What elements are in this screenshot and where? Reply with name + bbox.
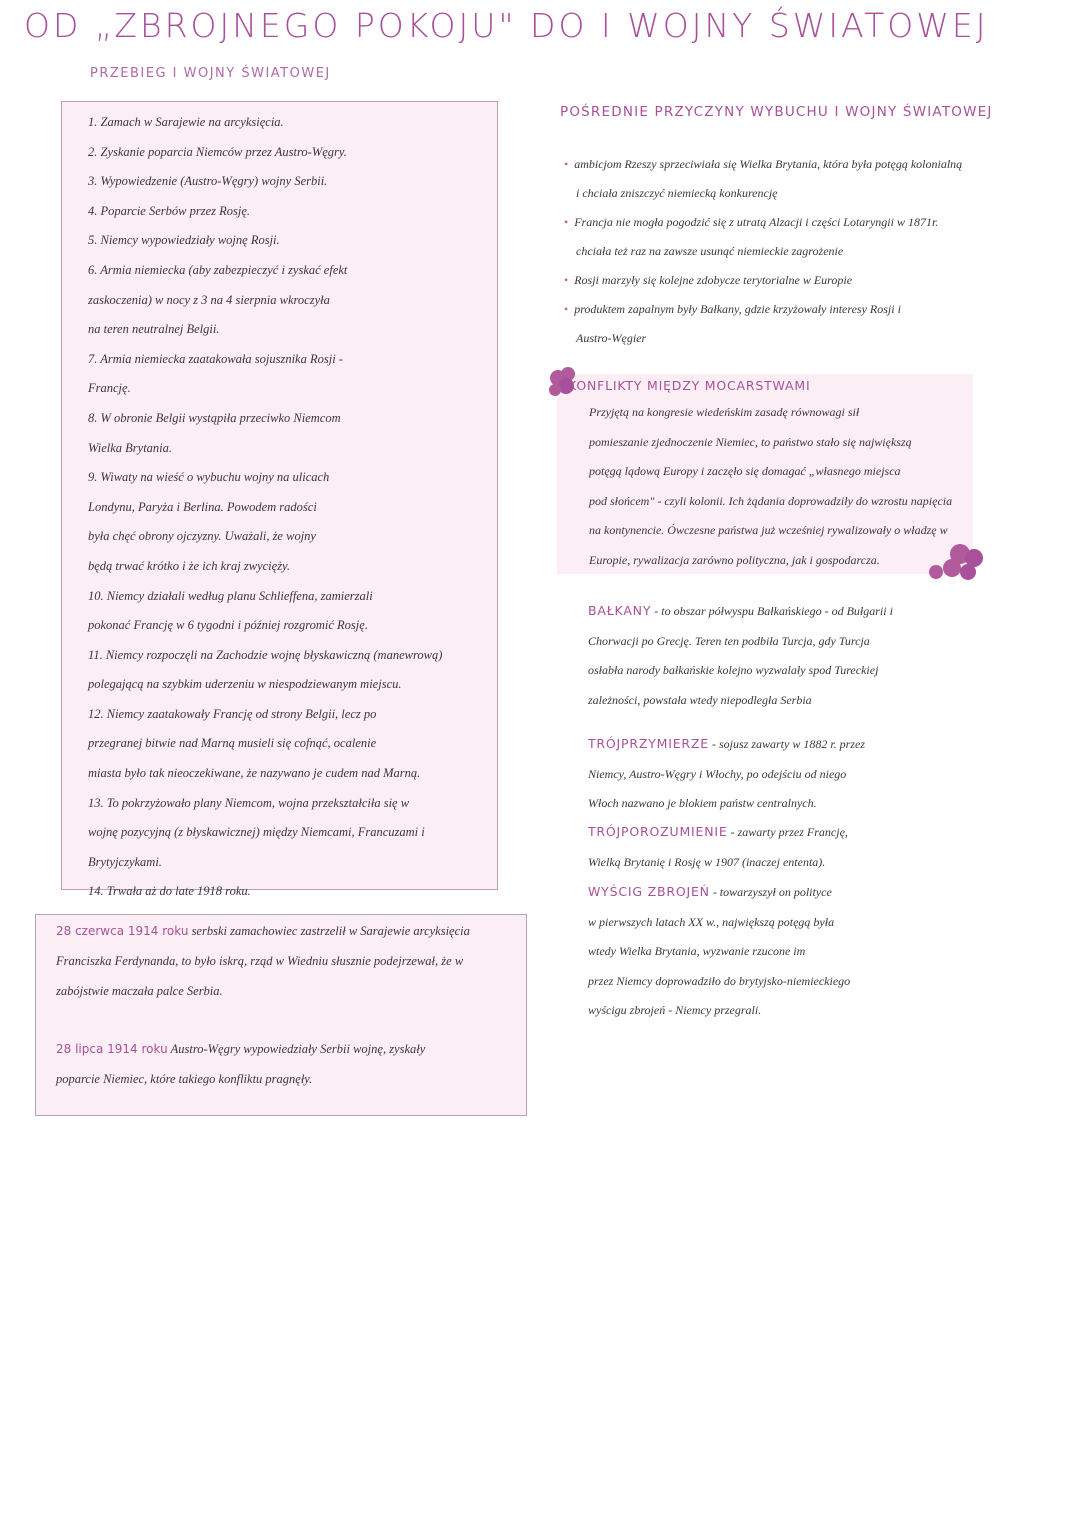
term-line: zależności, powstała wtedy niepodległa Serbia xyxy=(588,692,812,707)
term-balkany xyxy=(588,596,988,715)
conflicts-line: pod słońcem" - czyli kolonii. Ich żądania doprowadziły do wzrostu napięcia xyxy=(589,493,953,508)
cause-item xyxy=(564,324,994,353)
cause-item xyxy=(564,208,994,237)
course-step-line: 5. Niemcy wypowiedziały wojnę Rosji. xyxy=(88,233,280,248)
term-trojprzymierze xyxy=(588,729,988,819)
term-line: osłabła narody bałkańskie kolejno wyzwalały spod Tureckiej xyxy=(588,663,879,677)
term-label: TRÓJPOROZUMIENIE xyxy=(588,824,728,839)
course-step xyxy=(88,641,488,700)
term-line: przez Niemcy doprowadziło do brytyjsko-niemieckiego xyxy=(588,973,851,988)
cause-text: ambicjom Rzeszy sprzeciwiała się Wielka Brytania, która była potęgą kolonialną xyxy=(574,157,963,171)
page-title: OD „ZBROJNEGO POKOJU" DO I WOJNY ŚWIATOWEJ xyxy=(24,6,989,45)
course-step-line: 14. Trwała aż do late 1918 roku. xyxy=(88,884,251,899)
term-line: w pierwszych latach XX w., największą potęgą była xyxy=(588,914,835,929)
course-step xyxy=(88,256,488,345)
causes-heading: POŚREDNIE PRZYCZYNY WYBUCHU I WOJNY ŚWIATOWEJ xyxy=(560,104,993,120)
cause-text: chciała też raz na zawsze usunąć niemieckie zagrożenie xyxy=(576,244,844,258)
course-step-line: 6. Armia niemiecka (aby zabezpieczyć i zyskać efekt xyxy=(88,262,348,277)
bullet-icon: • xyxy=(564,157,569,171)
event-text: poparcie Niemiec, które takiego konfliktu pragnęły. xyxy=(56,1072,313,1086)
course-step-line: pokonać Francję w 6 tygodni i później rozgromić Rosję. xyxy=(88,618,368,633)
bullet-icon: • xyxy=(564,273,569,287)
course-step xyxy=(88,138,488,168)
course-step-line: 2. Zyskanie poparcia Niemców przez Austro-Węgry. xyxy=(88,144,347,159)
conflicts-line: Europie, rywalizacja zarówno polityczna, jak i gospodarcza. xyxy=(589,552,880,567)
course-step-line: Francję. xyxy=(88,381,131,396)
course-step xyxy=(88,700,488,789)
cause-text: produktem zapalnym były Bałkany, gdzie krzyżowały interesy Rosji i xyxy=(574,302,901,316)
course-step-line: 13. To pokrzyżowało plany Niemcom, wojna przekształciła się w xyxy=(88,795,410,810)
course-step xyxy=(88,197,488,227)
bullet-icon xyxy=(564,331,570,345)
event-date: 28 lipca 1914 roku xyxy=(56,1042,168,1056)
event-text: zabójstwie maczała palce Serbia. xyxy=(56,984,223,998)
event-text: Austro-Węgry wypowiedziały Serbii wojnę, zyskały xyxy=(170,1042,426,1056)
conflicts-line: pomieszanie zjednoczenie Niemiec, to państwo stało się największą xyxy=(589,434,912,449)
cause-item xyxy=(564,179,994,208)
conflicts-line: potęgą lądową Europy i zaczęło się domagać „własnego miejsca xyxy=(589,464,901,478)
cause-item xyxy=(564,295,994,324)
bullet-icon: • xyxy=(564,215,569,229)
course-step-line: 10. Niemcy działali według planu Schlieffena, zamierzali xyxy=(88,588,373,603)
course-step-line: Wielka Brytania. xyxy=(88,440,173,455)
course-step xyxy=(88,108,488,138)
term-trojporozumienie xyxy=(588,817,988,877)
term-text: - sojusz zawarty w 1882 r. przez xyxy=(708,737,866,751)
course-step-line: 8. W obronie Belgii wystąpiła przeciwko Niemcom xyxy=(88,410,341,425)
course-step-line: 4. Poparcie Serbów przez Rosję. xyxy=(88,203,251,218)
term-label: TRÓJPRZYMIERZE xyxy=(588,736,709,751)
course-step-line: 1. Zamach w Sarajewie na arcyksięcia. xyxy=(88,115,284,129)
term-line: Niemcy, Austro-Węgry i Włochy, po odejściu od niego xyxy=(588,766,847,781)
course-step-line: miasta było tak nieoczekiwane, że nazywano je cudem nad Marną. xyxy=(88,766,421,781)
cause-text: i chciała zniszczyć niemiecką konkurencję xyxy=(576,186,778,200)
term-text: - zawarty przez Francję, xyxy=(727,825,848,839)
course-step-line: 11. Niemcy rozpoczęli na Zachodzie wojnę błyskawiczną (manewrową) xyxy=(88,647,443,662)
conflicts-heading: KONFLIKTY MIĘDZY MOCARSTWAMI xyxy=(568,378,811,393)
course-step-line: przegranej bitwie nad Marną musieli się cofnąć, ocalenie xyxy=(88,736,377,751)
course-step xyxy=(88,404,488,463)
course-step-line: polegającą na szybkim uderzeniu w niespodziewanym miejscu. xyxy=(88,677,402,692)
section-subtitle: PRZEBIEG I WOJNY ŚWIATOWEJ xyxy=(90,66,331,81)
cause-item xyxy=(564,150,994,179)
course-step-line: zaskoczenia) w nocy z 3 na 4 sierpnia wkroczyła xyxy=(88,292,330,307)
course-list xyxy=(88,108,488,907)
cause-text: Rosji marzyły się kolejne zdobycze terytorialne w Europie xyxy=(574,273,853,287)
course-step-line: wojnę pozycyjną (z błyskawicznej) między Niemcami, Francuzami i Brytyjczykami. xyxy=(88,825,425,869)
course-step xyxy=(88,877,488,907)
cause-text: Austro-Węgier xyxy=(576,331,647,345)
course-step-line: 12. Niemcy zaatakowały Francję od strony Belgii, lecz po xyxy=(88,706,377,721)
course-step-line: była chęć obrony ojczyzny. Uważali, że wojny xyxy=(88,529,316,544)
bullet-icon: • xyxy=(564,302,569,316)
course-step xyxy=(88,463,488,581)
causes-list xyxy=(564,150,994,353)
course-step-line: Londynu, Paryża i Berlina. Powodem radości xyxy=(88,499,317,514)
term-text: - to obszar półwyspu Bałkańskiego - od Bułgarii i xyxy=(651,604,893,618)
bullet-icon xyxy=(564,186,570,200)
conflicts-text xyxy=(589,398,969,575)
course-step xyxy=(88,345,488,404)
term-line: Chorwacji po Grecję. Teren ten podbiła Turcja, gdy Turcja xyxy=(588,633,870,648)
conflicts-line: Przyjętą na kongresie wiedeńskim zasadę równowagi sił xyxy=(589,405,860,419)
term-line: wyścigu zbrojeń - Niemcy przegrali. xyxy=(588,1003,762,1017)
event-2 xyxy=(56,1034,496,1094)
bullet-icon xyxy=(564,244,570,258)
course-step xyxy=(88,167,488,197)
event-text: Franciszka Ferdynanda, to było iskrą, rząd w Wiedniu słusznie podejrzewał, że w xyxy=(56,954,464,968)
course-step-line: na teren neutralnej Belgii. xyxy=(88,322,220,337)
course-step-line: 9. Wiwaty na wieść o wybuchu wojny na ulicach xyxy=(88,470,330,485)
course-step xyxy=(88,226,488,256)
term-wyscig-zbrojen xyxy=(588,877,988,1026)
course-step-line: 3. Wypowiedzenie (Austro-Węgry) wojny Serbii. xyxy=(88,174,328,189)
event-1 xyxy=(56,916,496,1006)
course-step-line: 7. Armia niemiecka zaatakowała sojusznika Rosji - xyxy=(88,351,343,366)
course-step xyxy=(88,789,488,878)
term-line: Wielką Brytanię i Rosję w 1907 (inaczej ententa). xyxy=(588,854,826,869)
term-text: - towarzyszył on polityce xyxy=(709,885,832,899)
course-step xyxy=(88,582,488,641)
cause-item xyxy=(564,266,994,295)
cause-item xyxy=(564,237,994,266)
term-label: WYŚCIG ZBROJEŃ xyxy=(588,884,710,899)
event-text: serbski zamachowiec zastrzelił w Sarajewie arcyksięcia xyxy=(191,924,470,938)
conflicts-line: na kontynencie. Ówczesne państwa już wcześniej rywalizowały o władzę w xyxy=(589,523,948,537)
course-step-line: będą trwać krótko i że ich kraj zwycięży. xyxy=(88,558,291,573)
term-line: wtedy Wielka Brytania, wyzwanie rzucone im xyxy=(588,944,806,958)
event-date: 28 czerwca 1914 roku xyxy=(56,924,189,938)
term-label: BAŁKANY xyxy=(588,603,652,618)
cause-text: Francja nie mogła pogodzić się z utratą Alzacji i części Lotaryngii w 1871r. xyxy=(574,215,939,229)
term-line: Włoch nazwano je blokiem państw centralnych. xyxy=(588,796,817,810)
